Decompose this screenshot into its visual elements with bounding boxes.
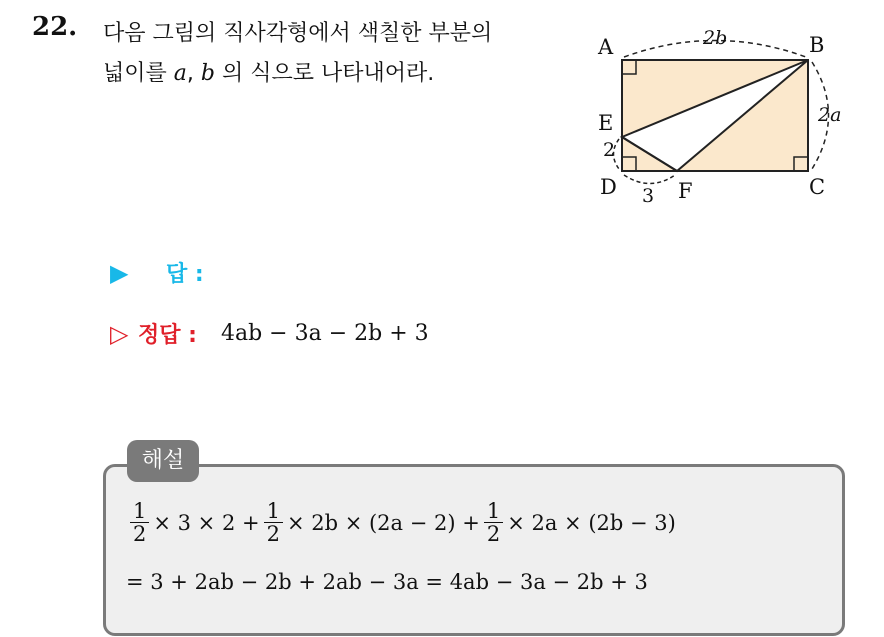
answer-prompt-row xyxy=(110,257,204,288)
solution-tab: 해설 xyxy=(127,440,199,482)
label-d: D xyxy=(600,175,617,199)
fraction-2: $\frac{1}{2}$ xyxy=(264,500,283,545)
label-f: F xyxy=(678,179,693,203)
question-number: 22. xyxy=(32,12,78,42)
label-e: E xyxy=(598,111,614,135)
var-b: b xyxy=(200,61,215,86)
arc-bottom xyxy=(624,175,675,184)
question-line-2-post: 의 식으로 나타내어라. xyxy=(214,61,435,86)
var-a: a xyxy=(173,61,187,86)
term-3: × 2a × (2b − 3) xyxy=(507,510,676,535)
label-c: C xyxy=(809,175,826,199)
dim-right: 2a xyxy=(818,104,842,126)
outline-triangle-icon: ▷ xyxy=(110,319,129,348)
question-line-2-pre: 넓이를 xyxy=(103,61,174,86)
label-a: A xyxy=(598,35,614,59)
dim-top: 2b xyxy=(703,27,728,49)
correct-answer-label: 정답 : xyxy=(138,323,197,348)
question-text xyxy=(103,14,573,94)
fraction-3: $\frac{1}{2}$ xyxy=(484,500,503,545)
fraction-1: $\frac{1}{2}$ xyxy=(130,500,149,545)
question-line-2 xyxy=(103,54,573,94)
correct-answer-row xyxy=(110,318,429,349)
solution-line-1 xyxy=(126,500,676,545)
label-b: B xyxy=(809,33,825,57)
term-1: × 3 × 2 + xyxy=(153,510,260,535)
rectangle-figure xyxy=(590,24,860,214)
solution-line-2: = 3 + 2ab − 2b + 2ab − 3a = 4ab − 3a − 2b + 3 xyxy=(126,570,648,594)
dim-bottom-small: 3 xyxy=(642,185,655,207)
play-triangle-icon: ▶ xyxy=(110,258,129,287)
dim-left-small: 2 xyxy=(603,139,616,161)
term-2: × 2b × (2a − 2) + xyxy=(286,510,480,535)
comma: , xyxy=(186,61,194,86)
solution-box xyxy=(103,464,845,636)
question-line-1: 다음 그림의 직사각형에서 색칠한 부분의 xyxy=(103,21,493,46)
answer-prompt-label: 답 : xyxy=(166,262,204,287)
correct-answer-value: 4ab − 3a − 2b + 3 xyxy=(220,321,429,346)
